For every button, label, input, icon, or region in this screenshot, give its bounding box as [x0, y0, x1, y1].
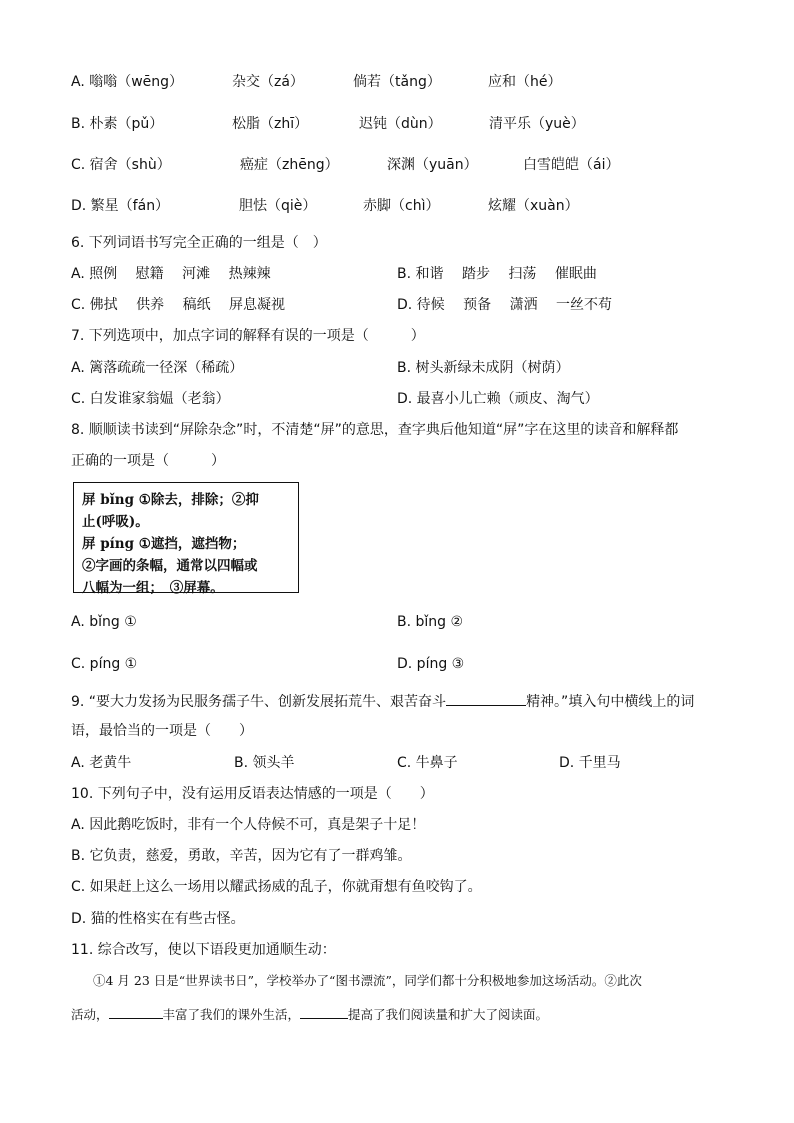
q6-option-a: A. 照例 慰籍 河滩 热辣辣 — [71, 266, 271, 282]
dict-line-5: 八幅为一组； ③屏幕。 — [82, 580, 224, 596]
q8-stem-line2: 正确的一项是（ ） — [71, 453, 225, 469]
q6-option-c: C. 佛拭 供养 稿纸 屏息凝视 — [71, 297, 286, 313]
q10-option-d: D. 猫的性格实在有些古怪。 — [71, 911, 245, 927]
q11-paragraph-line1: ①4 月 23 日是“世界读书日”，学校举办了“图书漂流”，同学们都十分积极地参加这场活动。②此次 — [93, 973, 642, 988]
q5-option-d4: 炫耀（xuàn） — [488, 198, 579, 214]
q9-stem-post: 精神。”填入句中横线上的词 — [526, 694, 695, 710]
q11-blank-1 — [109, 1004, 163, 1019]
q11-para-mid: 丰富了我们的课外生活， — [162, 1007, 301, 1022]
q5-option-d2: 胆怯（qiè） — [239, 198, 317, 214]
q9-stem-line2: 语，最恰当的一项是（ ） — [71, 723, 253, 739]
q11-stem: 11. 综合改写，使以下语段更加通顺生动： — [71, 942, 336, 958]
q9-option-a: A. 老黄牛 — [71, 755, 132, 771]
q11-para-pre: 活动， — [71, 1007, 109, 1022]
q5-option-d3: 赤脚（chì） — [363, 198, 440, 214]
q11-paragraph-line2 — [71, 1004, 548, 1024]
q7-option-d: D. 最喜小儿亡赖（顽皮、淘气） — [397, 391, 599, 407]
q9-option-b: B. 领头羊 — [234, 755, 295, 771]
q10-option-c: C. 如果赶上这么一场用以耀武扬威的乱子，你就甭想有鱼咬钩了。 — [71, 879, 482, 895]
q5-option-b1: B. 朴素（pǔ） — [71, 116, 164, 132]
q9-stem-pre: 9. “要大力发扬为民服务孺子牛、创新发展拓荒牛、艰苦奋斗 — [71, 694, 447, 710]
q7-stem: 7. 下列选项中，加点字词的解释有误的一项是（ ） — [71, 328, 425, 344]
q6-option-b: B. 和谐 踏步 扫荡 催眠曲 — [397, 266, 597, 282]
q10-option-a: A. 因此鹅吃饭时，非有一个人侍候不可，真是架子十足！ — [71, 817, 426, 833]
q7-option-c: C. 白发谁家翁媪（老翁） — [71, 391, 230, 407]
q5-option-a1: A. 嗡嗡（wēng） — [71, 74, 184, 90]
q6-option-d: D. 待候 预备 潇洒 一丝不苟 — [397, 297, 613, 313]
q5-option-d1: D. 繁星（fán） — [71, 198, 170, 214]
q5-option-b4: 清平乐（yuè） — [489, 116, 585, 132]
q8-option-a: A. bǐng ① — [71, 614, 137, 630]
q5-option-c2: 癌症（zhēng） — [240, 157, 339, 173]
q8-option-d: D. píng ③ — [397, 656, 465, 672]
q5-option-c3: 深渊（yuān） — [387, 157, 478, 173]
q11-para-post: 提高了我们阅读量和扩大了阅读面。 — [348, 1007, 549, 1022]
q8-option-b: B. bǐng ② — [397, 614, 464, 630]
dict-line-1: 屏 bǐng ①除去，排除；②抑 — [82, 492, 259, 508]
q5-option-a3: 倘若（tǎng） — [353, 74, 441, 90]
q9-stem-line1 — [71, 691, 694, 711]
q9-option-c: C. 牛鼻子 — [397, 755, 458, 771]
q5-option-c1: C. 宿舍（shù） — [71, 157, 171, 173]
dict-line-3: 屏 píng ①遮挡，遮挡物； — [82, 536, 246, 552]
q8-stem-line1: 8. 顺顺读书读到“屏除杂念”时，不清楚“屏”的意思，查字典后他知道“屏”字在这里的读音和解释都 — [71, 422, 679, 438]
q5-option-a2: 杂交（zá） — [232, 74, 304, 90]
q8-option-c: C. píng ① — [71, 656, 138, 672]
q5-option-a4: 应和（hé） — [488, 74, 562, 90]
dict-line-2: 止(呼吸)。 — [82, 514, 149, 530]
q5-option-c4: 白雪皑皑（ái） — [523, 157, 620, 173]
q10-stem: 10. 下列句子中，没有运用反语表达情感的一项是（ ） — [71, 786, 434, 802]
q6-stem: 6. 下列词语书写完全正确的一组是（ ） — [71, 235, 327, 251]
q5-option-b3: 迟钝（dùn） — [359, 116, 442, 132]
q9-fill-blank — [446, 691, 526, 706]
q7-option-b: B. 树头新绿未成阴（树荫） — [397, 360, 570, 376]
dict-line-4: ②字画的条幅，通常以四幅或 — [82, 558, 258, 574]
dictionary-entry-box — [73, 482, 299, 596]
q5-option-b2: 松脂（zhī） — [232, 116, 309, 132]
q10-option-b: B. 它负责，慈爱，勇敢，辛苦，因为它有了一群鸡雏。 — [71, 848, 412, 864]
q9-option-d: D. 千里马 — [559, 755, 621, 771]
q7-option-a: A. 篱落疏疏一径深（稀疏） — [71, 360, 244, 376]
q11-blank-2 — [300, 1004, 348, 1019]
